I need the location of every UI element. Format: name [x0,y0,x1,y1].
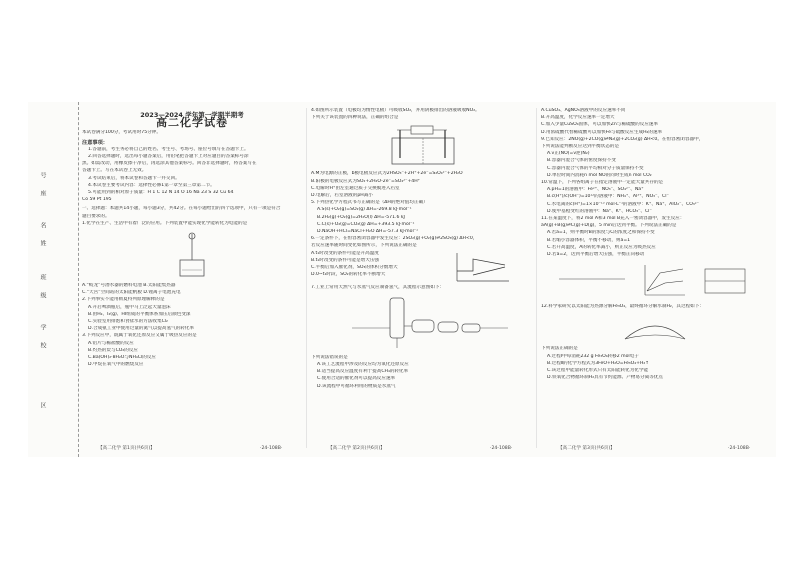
question-line: 6.一定条件下，在恒容密闭容器中发生反应：2SO₂(g)+O₂(g)⇌2SO₃(g) ΔH<0， [311,236,478,242]
option-line: C.平衡后加入催化剂，SO₃的体积分数增大 [311,265,398,271]
option-line: D.电解后，右室溶液的pH减小 [311,193,373,199]
notice-heading: 注意事项： [82,139,108,146]
q6-block [311,251,533,285]
electrolysis-cell-figure [367,124,477,168]
question-line: 2.下列事实不能用勒夏特列原理解释的是 [82,297,165,303]
column-divider [306,108,307,448]
option-line: B.灼热的炭与CO₂的反应 [88,347,139,353]
question-line: 若反应速率随时间变化如图所示，下列说法正确的是 [311,243,417,249]
question-line: 1.化学在生产、生活中有着广泛的应用。下列装置中能实现化学能转化为电能的是 [82,220,248,226]
text-line: Co 59 Pt 195 [82,197,112,203]
water-splitting-cycle-figure [615,313,695,343]
option-line: C.水电离的c(H⁺)=1×10⁻¹³ mol·L⁻¹的溶液中：K⁺、Na⁺、AlO₂⁻、CO₃²⁻ [547,201,700,207]
page-footer: 【高二化学 第3页(共6页)】 [558,446,615,451]
page-footer: 【高二化学 第1页(共6页)】 [98,446,155,451]
question-line: 7.工业上常用天然气与水蒸气反应制备氢气，其流程示意图如下： [311,284,445,290]
option-line: B.升高温度，化学反应速率一定增大 [541,115,615,121]
option-line: A.铝片与稀盐酸的反应 [88,340,134,346]
question-line: 下列说法错误的是 [311,354,348,360]
option-line: C.加入少量CuSO₄固体，可以加快Zn与稀硫酸的反应速率 [541,122,659,128]
binding-label: 姓 [39,240,46,246]
option-line: D.铁氧化合物循环制H₂具有节约能源、产物易分离等优点 [547,375,663,381]
option-line: C.电解时H⁺由左室通过质子交换膜进入右室 [311,185,400,191]
binding-label: 号 [39,172,46,178]
binding-label: 座 [39,190,46,196]
question-line: 12.科学家研究以太阳能为热源分解Fe₃O₄，最终循环分解水制H₂，其过程如下： [541,304,704,310]
process-flow-figure [332,294,512,352]
option-line: C.“天宫”空间站的太阳能帆板 D.锂离子电池充电 [82,290,181,296]
option-line: C.容器内混合气体的平均相对分子质量保持不变 [547,165,644,171]
option-line: A.若a=1，则平衡时B的浓度与C的浓度之和保持不变 [547,230,655,236]
question-line: 3.下列反应中，既属于氧化还原反应又属于吸热反应的是 [82,333,197,339]
page-code: ·24-108B· [728,446,751,451]
option-line: A.v正(NO)=v逆(N₂) [547,151,590,157]
option-line: D.若a=2，达到平衡后增大压强，平衡正向移动 [547,252,645,258]
section-heading: 一、选择题：本题共14小题，每小题3分，共42分。在每小题给出的四个选项中，只有一项是符合 [82,206,281,212]
exam-meta: 本试卷满分100分，考试用时75分钟。 [82,130,161,136]
question-line: 下列说法正确的是 [541,346,578,352]
question-line: 10.常温下，下列各组离子在指定溶液中一定能大量共存的是 [541,180,664,186]
text-line: 答题卡上。写在本试卷上无效。 [82,168,147,174]
option-line: A.M为电源的正极，b极电极反应式为2HSO₃⁻+2H⁺+2e⁻=S₂O₄²⁻+2H₂O [311,171,463,177]
option-line: C.实验室用排饱和食盐水的方法收集Cl₂ [88,319,168,325]
text-line: 3.考试结束后，将本试卷和答题卡一并交回。 [88,175,180,181]
binding-label: 学 [39,324,46,330]
binding-label: 名 [39,222,46,228]
page-column-3 [541,108,769,448]
option-line: B.容器内混合气体的密度保持不变 [547,158,616,164]
option-line: D.单位时间内消耗n mol NO的同时生成n mol CO₂ [547,172,652,178]
rate-time-graph [451,251,511,285]
question-line: 5.下列热化学方程式书写正确的是（ΔH的绝对值均正确） [311,200,428,206]
question-line: 9.已知反应：2NO(g)+2CO(g)⇌N₂(g)+2CO₂(g) ΔH<0。在恒容密闭容器中， [541,136,704,142]
option-line: A.该工艺流程中涉及的反应均为氧化还原反应 [317,362,409,368]
option-line: D.使甲基橙变红的溶液中：Na⁺、K⁺、HCO₃⁻、Cl⁻ [547,208,652,214]
option-line: D.合成氨工业中使用过量的氮气以提高氢气的转化率 [88,326,195,332]
option-line: D.NaOH+HCl=NaCl+H₂O ΔH=-57.3 kJ·mol⁻¹ [317,229,419,235]
exam-title: 高二化学试卷 [156,116,228,130]
text-line: 题目要求的。 [82,213,110,219]
option-line: C.该过程中能量转化形式只有太阳能转化为化学能 [547,368,649,374]
text-line: 1.答题前，考生务必将自己的姓名、考生号、考场号、座位号填写在答题卡上。 [88,146,249,152]
option-line: B.2H₂(g)+O₂(g)=2H₂O(l) ΔH=-571.6 kJ [317,214,405,220]
option-line: A.t₁时改变的条件可能是升高温度 [311,250,379,256]
question-line: 11.在某温度下，将2 mol A和3 mol B充入一密闭容器中，发生反应： [541,216,685,222]
option-line: A.CuSO₄、AgNO₃溶液中的反应速率不同 [541,108,626,113]
option-line: B.t₁时改变的条件可能是增大压强 [311,257,379,263]
exam-year-line: 2023—2024 学年第一学期半期考 [140,111,244,119]
option-line: C.若升高温度，A的转化率减小，则正反应为吸热反应 [547,244,656,250]
option-line: A.开启啤酒瓶后，瓶中马上泛起大量泡沫 [88,304,171,310]
submarine-battery-figure [162,230,222,280]
text-line: 2.回答选择题时，选出每小题答案后，用铅笔把答题卡上对应题目的答案标号涂 [88,154,249,160]
question-line: 下列关于该装置的四种说法，正确的组合是 [311,115,399,121]
page-code: ·24-108B· [490,446,513,451]
option-line: B.由H₂、I₂(g)、HI组成的平衡体系加压后颜色变深 [88,311,191,317]
text-line: 4.本试卷主要考试内容：选择性必修1第一章至第三章第二节。 [88,182,215,188]
page-column-2 [311,108,533,448]
option-line: C.Ba(OH)₂·8H₂O与NH₄Cl的反应 [88,355,157,361]
binding-label: 级 [39,292,46,298]
exam-sheet [28,102,776,457]
question-line: 4.如图所示装置（电极均为惰性电极）可吸收SO₂，并用阴极排出的溶液吸收NO₂。 [311,108,480,113]
option-line: A.pH=1的溶液中：Fe²⁺、NO₃⁻、SO₄²⁻、Na⁺ [547,187,644,193]
option-line: D.甲烷在氧气中的燃烧反应 [88,362,144,368]
question-line: 下列说法能判断反应达到平衡状态的是 [541,144,620,150]
page-footer: 【高二化学 第2页(共6页)】 [328,446,385,451]
option-line: D.该流程中可循环利用的物质是水蒸气 [317,383,396,389]
binding-strip [28,102,79,457]
question-line: aA(g)+B(g)⇌C(g)+D(g)，5 min后达到平衡。下列说法正确的是 [541,223,677,229]
reaction-graphs-figure [555,261,755,301]
option-line: B.适当提高反应温度有利于提高CH₄的转化率 [317,369,409,375]
option-line: B.阳极的电极反应式为SO₂+2H₂O-2e⁻=SO₄²⁻+4H⁺ [311,178,421,184]
page-code: ·24-108B· [260,446,283,451]
binding-label: 区 [39,402,46,408]
option-line: B.若缩小容器体积，平衡不移动，则a=1 [547,237,631,243]
column-divider [536,108,537,448]
option-line: C.使用合适的催化剂可以提高反应速率 [317,376,396,382]
option-line: D.用浓硫酸代替稀硫酸可以加快Fe与硫酸反应生成H₂的速率 [541,129,663,135]
option-line: B.c(H⁺)/c(OH⁻)=10¹²的溶液中：NH₄⁺、Al³⁺、NO₃⁻、Cl⁻ [547,194,669,200]
option-line: A.“蛟龙”号潜水器的燃料电池 B.太阳能集热器 [82,283,176,289]
option-line: C.C(s)+O₂(g)=CO₂(g) ΔH=+393.5 kJ·mol⁻¹ [317,221,415,227]
page-column-1 [82,108,302,448]
option-line: B.过程Ⅱ的化学方程式为3FeO+H₂O=Fe₃O₄+H₂↑ [547,360,650,366]
q6-options [311,251,451,280]
text-line: 5.可能用到的相对原子质量：H 1 C 12 N 14 O 16 Na 23 S 32 Cu 64 [88,190,234,196]
binding-label: 校 [39,342,46,348]
option-line: D.0~t₁时段，SO₂的转化率不断增大 [311,272,386,278]
text-line: 黑。如需改动，用橡皮擦干净后，再选涂其他答案标号。回答非选择题时，将答案写在 [82,161,257,167]
binding-label: 班 [39,274,46,280]
option-line: A.过程Ⅰ中每消耗232 g Fe₃O₄转移2 mol电子 [547,353,639,359]
option-line: A.S(s)+O₂(g)=SO₂(g) ΔH=-269.8 kJ·mol⁻¹ [317,207,412,213]
